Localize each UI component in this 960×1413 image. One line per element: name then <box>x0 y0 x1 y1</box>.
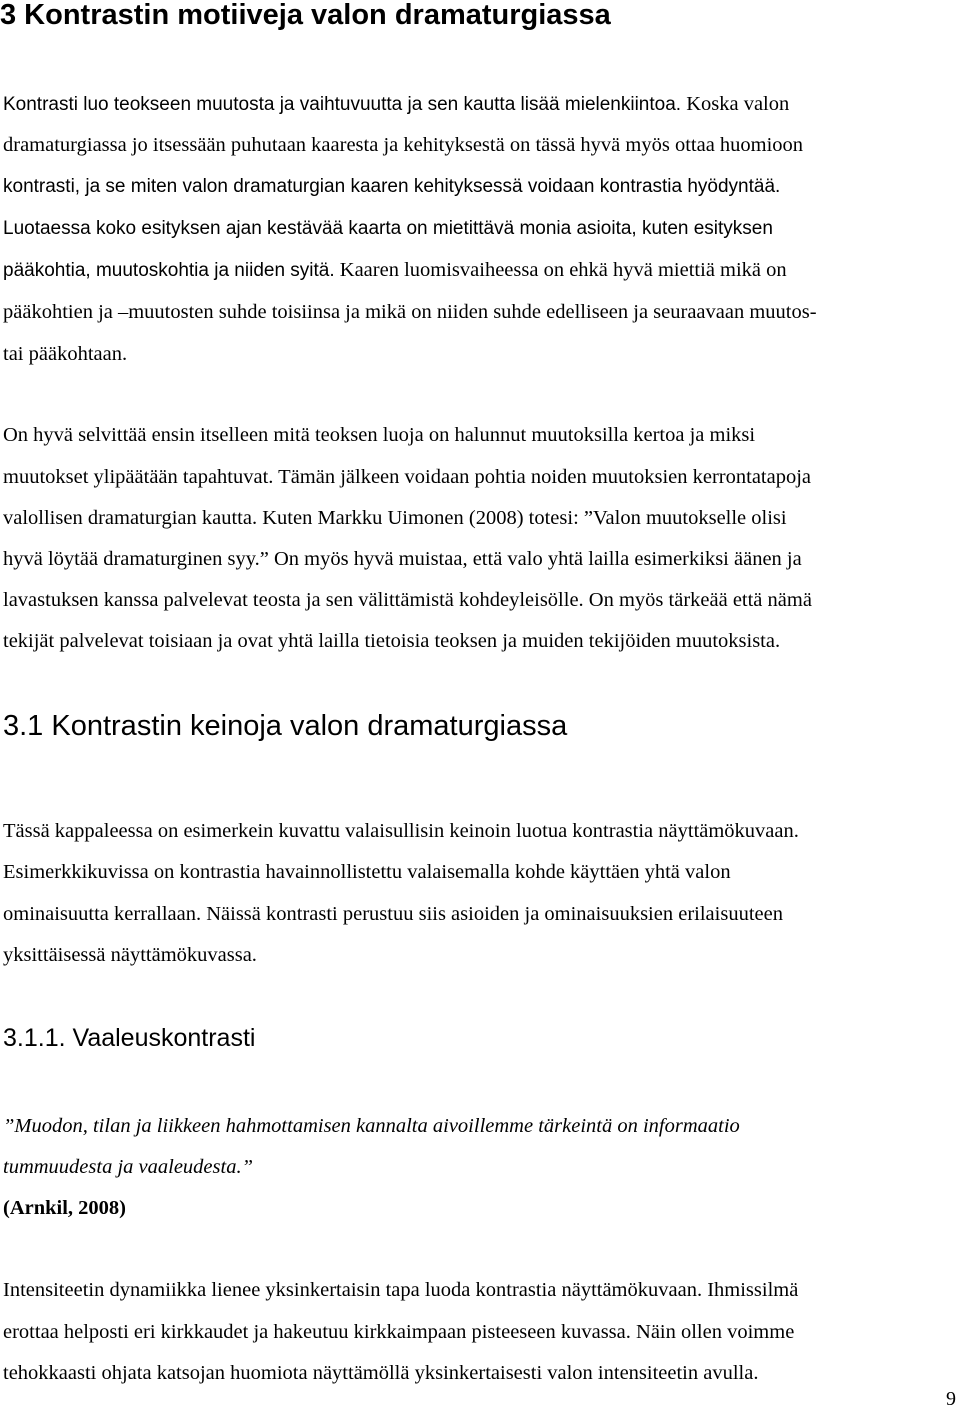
text-line: yksittäisessä näyttämökuvassa. <box>3 944 257 966</box>
text-line <box>3 1318 794 1346</box>
text-segment: Kontrasti luo teokseen muutosta ja vaihtuvuutta ja sen kautta lisää mielenkiintoa. <box>3 94 682 115</box>
text-line: tai pääkohtaan. <box>3 343 128 365</box>
text-segment: ominaisuutta kerrallaan. <box>3 903 202 925</box>
text-line <box>3 586 812 614</box>
page-number: 9 <box>946 1388 956 1410</box>
text-line <box>3 545 802 573</box>
text-line: tekijät palvelevat toisiaan ja ovat yhtä lailla tietoisia teoksen ja muiden tekijöiden muutoksista. <box>3 630 781 652</box>
text-line <box>3 504 787 532</box>
chapter-heading: 3 Kontrastin motiiveja valon dramaturgiassa <box>0 0 611 31</box>
text-line: kontrasti, ja se miten valon dramaturgian kaaren kehityksessä voidaan kontrastia hyödyntää. <box>3 176 781 197</box>
text-segment: hyvä löytää dramaturginen syy.” <box>3 548 269 570</box>
text-line <box>3 1276 798 1304</box>
quote-line: tummuudesta ja vaaleudesta.” <box>3 1156 253 1178</box>
text-line: On hyvä selvittää ensin itselleen mitä teoksen luoja on halunnut muutoksilla kertoa ja miksi <box>3 424 756 446</box>
text-segment: On myös hyvä muistaa, että valo yhtä lailla esimerkiksi äänen ja <box>273 548 802 570</box>
text-segment: Kaaren luomisvaiheessa on ehkä hyvä miettiä mikä on <box>339 259 787 281</box>
text-segment: lavastuksen kanssa palvelevat teosta ja sen välittämistä kohdeyleisölle. <box>3 589 584 611</box>
section-heading: 3.1 Kontrastin keinoja valon dramaturgiassa <box>3 710 568 742</box>
text-line: Tässä kappaleessa on esimerkein kuvattu valaisullisin keinoin luotua kontrastia näyttämökuvaan. <box>3 820 799 842</box>
text-line: dramaturgiassa jo itsessään puhutaan kaaresta ja kehityksestä on tässä hyvä myös ottaa huomioon <box>3 134 804 156</box>
text-segment: Näissä kontrasti perustuu siis asioiden ja ominaisuuksien erilaisuuteen <box>206 903 783 925</box>
text-segment: Kuten Markku Uimonen (2008) totesi: ”Valon muutokselle olisi <box>262 507 787 529</box>
text-line <box>3 463 811 491</box>
subsection-heading: 3.1.1. Vaaleuskontrasti <box>3 1024 256 1052</box>
text-line <box>3 90 789 119</box>
text-segment: Ihmissilmä <box>707 1279 799 1301</box>
text-segment: Intensiteetin dynamiikka lienee yksinkertaisin tapa luoda kontrastia näyttämökuvaan. <box>3 1279 703 1301</box>
text-segment: Tämän jälkeen voidaan pohtia noiden muutoksien kerrontatapoja <box>278 466 812 488</box>
text-line: tehokkaasti ohjata katsojan huomiota näyttämöllä yksinkertaisesti valon intensiteetin avulla. <box>3 1362 759 1384</box>
text-segment: erottaa helposti eri kirkkaudet ja hakeutuu kirkkaimpaan pisteeseen kuvassa. <box>3 1321 631 1343</box>
text-segment: valollisen dramaturgian kautta. <box>3 507 258 529</box>
text-line: Luotaessa koko esityksen ajan kestävää kaarta on mietittävä monia asioita, kuten esityksen <box>3 218 773 239</box>
quote-line: ”Muodon, tilan ja liikkeen hahmottamisen kannalta aivoillemme tärkeintä on informaatio <box>3 1115 740 1137</box>
text-segment: muutokset ylipäätään tapahtuvat. <box>3 466 274 488</box>
text-segment: On myös tärkeää että nämä <box>588 589 812 611</box>
text-segment: Näin ollen voimme <box>636 1321 795 1343</box>
quote-citation: (Arnkil, 2008) <box>3 1197 126 1219</box>
text-segment: pääkohtia, muutoskohtia ja niiden syitä. <box>3 260 335 281</box>
text-segment: Koska valon <box>686 93 790 115</box>
text-line <box>3 256 787 285</box>
text-line: Esimerkkikuvissa on kontrastia havainnollistettu valaisemalla kohde käyttäen yhtä valon <box>3 861 731 883</box>
text-line <box>3 900 783 928</box>
text-line: pääkohtien ja –muutosten suhde toisiinsa ja mikä on niiden suhde edelliseen ja seuraavaan muutos- <box>3 301 817 323</box>
